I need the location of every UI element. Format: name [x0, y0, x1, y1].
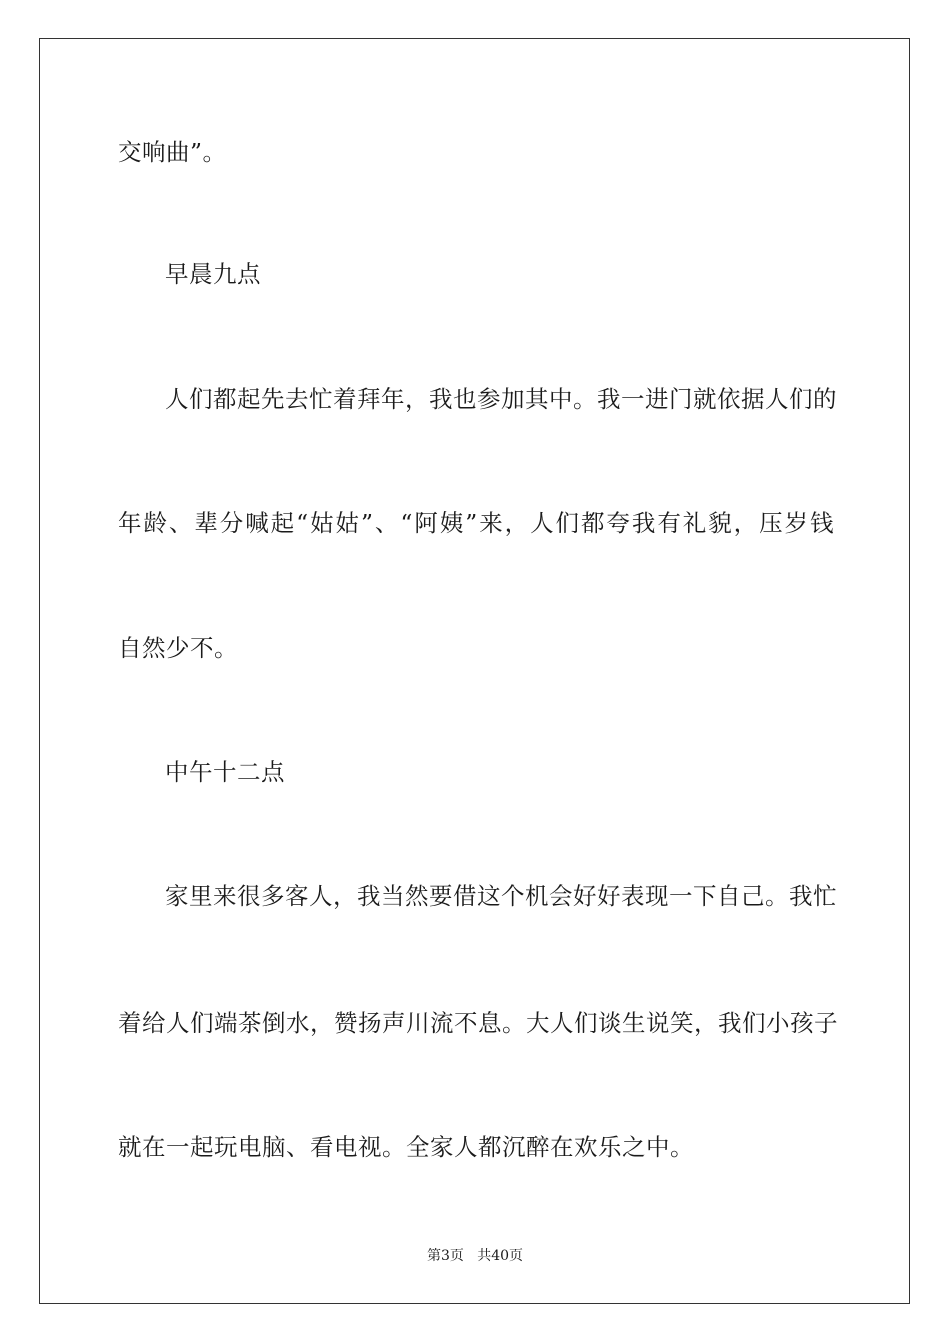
paragraph-line: 着给人们端茶倒水，赞扬声川流不息。大人们谈生说笑，我们小孩子: [118, 1009, 838, 1037]
paragraph-line: 家里来很多客人，我当然要借这个机会好好表现一下自己。我忙: [165, 882, 837, 910]
paragraph-line: 自然少不。: [118, 634, 238, 662]
paragraph-line: 交响曲”。: [118, 138, 227, 166]
section-heading: 早晨九点: [165, 260, 261, 288]
page-border: [39, 38, 910, 1304]
section-heading: 中午十二点: [165, 758, 285, 786]
page-number-footer: 第3页 共40页: [426, 1248, 524, 1264]
paragraph-line: 就在一起玩电脑、看电视。全家人都沉醉在欢乐之中。: [118, 1133, 694, 1161]
paragraph-line: 人们都起先去忙着拜年，我也参加其中。我一进门就依据人们的: [165, 385, 837, 413]
paragraph-line: 年龄、辈分喊起“姑姑”、“阿姨”来，人们都夸我有礼貌，压岁钱: [118, 509, 834, 537]
